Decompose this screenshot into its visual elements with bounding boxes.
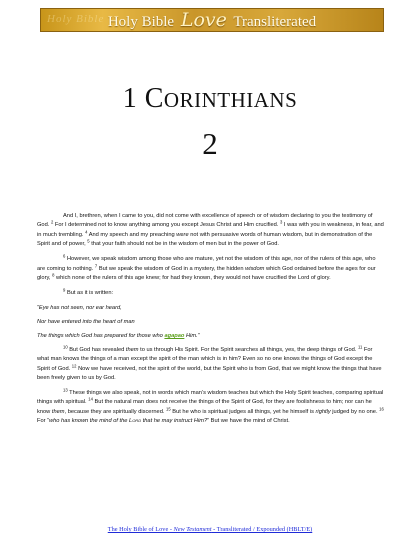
quote-line-3: The things which God has prepared for those who agapao Him.” (37, 332, 200, 339)
paragraph-4: $^{10}$ But God has revealed them to us through His Spirit. For the Spirit searches all things, yes, the deep things of God. $^{11}$ For what man knows the things of a man except the spirit of the man which is in him? Even so no one knows the things of God except the Spirit of God. $^{12}$ Now we have received, not the spirit of the world, but the Spirit who is from God, that we might know the things that have been freely given to us by God. (37, 344, 382, 381)
agapao-link[interactable]: agapao (164, 332, 185, 339)
book-title-rest: ORINTHIANS (163, 88, 298, 112)
chapter-number: 2 (202, 126, 218, 161)
quote-line-1: “Eye has not seen, nor ear heard, (37, 304, 122, 311)
banner-title-right: Transliterated (233, 14, 317, 30)
paragraph-1: And I, brethren, when I came to you, did not come with excellence of speech or of wisdom declaring to you the testimony of God. $^2$ For I determined not to know anything among you except Jesus Christ and Him crucified. $^3$ I was with you in weakness, in fear, and in much trembling. $^4$ And my speech and my preaching were not with persuasive words of human wisdom, but in demonstration of the Spirit and of power, $^5$ that your faith should not be in the wisdom of men but in the power of God. (37, 213, 384, 248)
footer-link[interactable]: The Holy Bible of Love - New Testament - Transliterated / Expounded (HBLT/E) (107, 526, 313, 533)
scripture-body (37, 212, 385, 432)
banner-title-love: Love (180, 9, 227, 31)
banner-title (108, 9, 316, 31)
book-title-first: 1 C (122, 83, 164, 114)
banner-title-left: Holy Bible (107, 14, 175, 30)
paragraph-5: $^{13}$ These things we also speak, not in words which man’s wisdom teaches but which the Holy Spirit teaches, comparing spiritual things with spiritual. $^{14}$ But the natural man does not receive the things of the Spirit of God, for they are foolishness to him; nor can he know them, because they are spiritually discerned. $^{15}$ But he who is spiritual judges all things, yet he himself is rightly judged by no one. $^{16}$ For “who has known the mind of the Lord that he may instruct Him?” But we have the mind of Christ. (37, 387, 384, 425)
paragraph-2: $^6$ However, we speak wisdom among those who are mature, yet not the wisdom of this age, nor of the rulers of this age, who are coming to nothing. $^7$ But we speak the wisdom of God in a mystery, the hidden wisdom which God ordained before the ages for our glory, $^8$ which none of the rulers of this age knew; for had they known, they would not have crucified the Lord of glory. (37, 253, 376, 281)
book-title (0, 83, 420, 115)
quote-line-2: Nor have entered into the heart of man (37, 318, 135, 325)
banner-watermark-text: Holy Bible (47, 13, 105, 25)
header-banner (40, 8, 384, 32)
paragraph-3: $^9$ But as it is written: (63, 287, 114, 296)
